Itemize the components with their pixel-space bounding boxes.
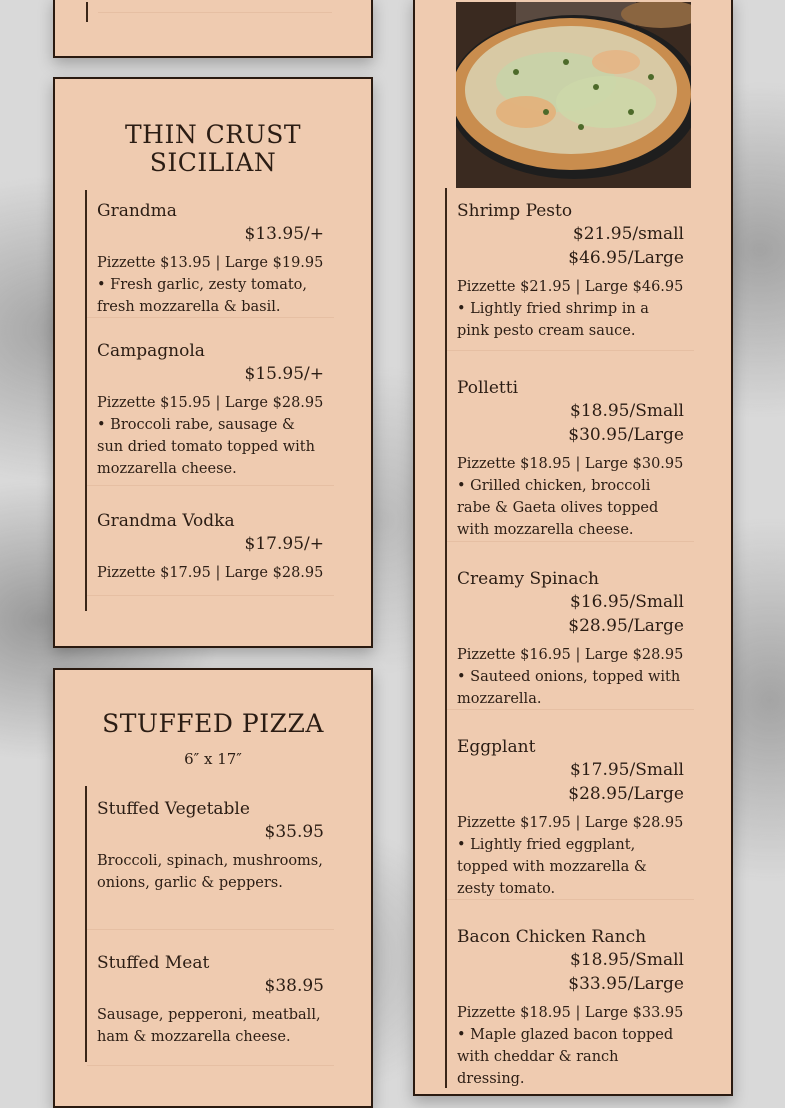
menu-item[interactable] <box>87 944 334 1066</box>
pizza-image <box>456 2 691 188</box>
item-description: Pizzette $18.95 | Large $33.95 • Maple glazed bacon topped with cheddar & ranch dressing. <box>457 1005 684 1087</box>
item-name: Eggplant <box>457 737 536 757</box>
menu-item-list <box>445 188 694 1088</box>
card-subtitle: 6″ x 17″ <box>184 750 242 768</box>
item-price-large: $28.95/Large <box>568 784 684 804</box>
item-price: $15.95/+ <box>244 364 324 384</box>
item-description: Pizzette $16.95 | Large $28.95 • Sauteed onions, topped with mozzarella. <box>457 647 684 707</box>
card-title: STUFFED PIZZA <box>102 709 324 738</box>
item-description: Pizzette $13.95 | Large $19.95 • Fresh garlic, zesty tomato, fresh mozzarella & basil. <box>97 255 324 315</box>
menu-item[interactable] <box>87 190 334 318</box>
item-name: Campagnola <box>97 341 205 361</box>
item-price: $17.95/+ <box>244 534 324 554</box>
item-list-border <box>86 2 88 22</box>
item-price-small: $16.95/Small <box>570 592 684 612</box>
item-name: Bacon Chicken Ranch <box>457 927 647 947</box>
menu-item[interactable] <box>447 724 694 900</box>
item-divider <box>98 12 332 13</box>
item-name: Stuffed Meat <box>97 953 210 973</box>
item-price: $35.95 <box>264 822 324 842</box>
item-name: Creamy Spinach <box>457 569 599 589</box>
item-price-large: $33.95/Large <box>568 974 684 994</box>
item-price-large: $46.95/Large <box>568 248 684 268</box>
item-name: Grandma Vodka <box>97 511 235 531</box>
item-name: Shrimp Pesto <box>457 201 573 221</box>
stuffed-pizza-card <box>53 668 373 1108</box>
item-price: $13.95/+ <box>244 224 324 244</box>
item-price-small: $21.95/small <box>572 224 684 244</box>
menu-item[interactable] <box>447 914 694 1104</box>
item-description: Broccoli, spinach, mushrooms, onions, garlic & peppers. <box>97 853 323 891</box>
menu-item[interactable] <box>87 332 334 486</box>
item-price-small: $18.95/Small <box>570 950 684 970</box>
item-description: Pizzette $17.95 | Large $28.95 • Lightly fried eggplant, topped with mozzarella & zesty tomato. <box>457 815 684 897</box>
item-description: Sausage, pepperoni, meatball, ham & mozzarella cheese. <box>97 1007 321 1045</box>
menu-item[interactable] <box>87 786 334 930</box>
menu-item-list <box>85 786 334 1062</box>
previous-menu-card <box>53 0 373 58</box>
shrimp-pesto-pizza-photo <box>456 2 691 188</box>
item-name: Polletti <box>457 378 519 398</box>
item-description: Pizzette $17.95 | Large $28.95 <box>97 565 324 581</box>
thin-crust-sicilian-card <box>53 77 373 648</box>
item-price-large: $30.95/Large <box>568 425 684 445</box>
item-description: Pizzette $21.95 | Large $46.95 • Lightly fried shrimp in a pink pesto cream sauce. <box>457 279 684 339</box>
item-description: Pizzette $18.95 | Large $30.95 • Grilled chicken, broccoli rabe & Gaeta olives topped with mozzarella cheese. <box>457 456 684 538</box>
item-price: $38.95 <box>264 976 324 996</box>
card-title-line-2: SICILIAN <box>149 148 277 177</box>
menu-item[interactable] <box>447 365 694 542</box>
menu-item[interactable] <box>447 556 694 710</box>
item-price-large: $28.95/Large <box>568 616 684 636</box>
item-price-small: $17.95/Small <box>570 760 684 780</box>
menu-item[interactable] <box>447 188 694 351</box>
specialty-pizza-card <box>413 0 733 1096</box>
card-title-line-1: THIN CRUST <box>125 120 301 149</box>
item-price-small: $18.95/Small <box>570 401 684 421</box>
item-description: Pizzette $15.95 | Large $28.95 • Broccoli rabe, sausage & sun dried tomato topped with mozzarella cheese. <box>97 395 324 477</box>
card-title <box>55 121 371 177</box>
item-name: Stuffed Vegetable <box>97 799 250 819</box>
menu-item[interactable] <box>87 500 334 596</box>
item-name: Grandma <box>97 201 177 221</box>
menu-item-list <box>85 190 334 611</box>
